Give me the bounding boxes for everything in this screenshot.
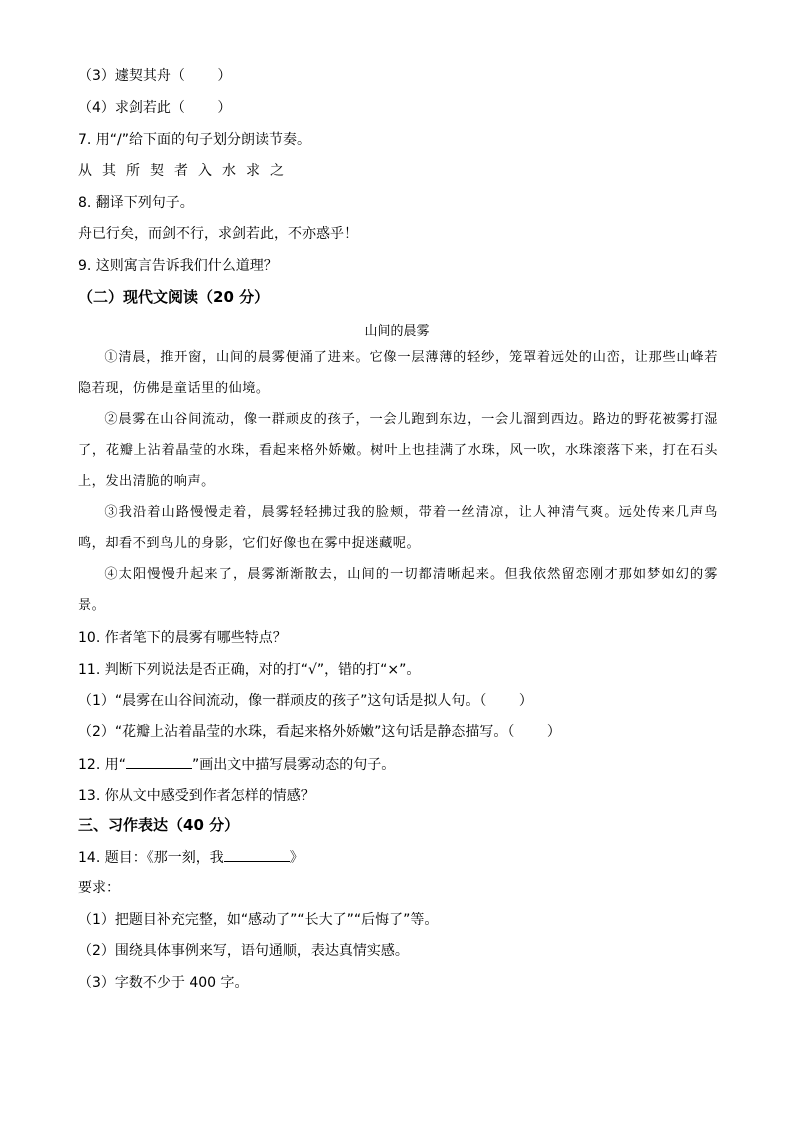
requirement-3: （3）字数不少于 400 字。 xyxy=(78,975,249,991)
article-paragraph-2: ②晨雾在山谷间流动，像一群顽皮的孩子，一会儿跑到东边，一会儿溜到西边。路边的野花被雾打湿了，花瓣上沾着晶莹的水珠，看起来格外娇嫩。树叶上也挂满了水珠，风一吹，水珠滚落下来，打在石头上，发出清脆的响声。 xyxy=(78,412,718,489)
requirement-2: （2）围绕具体事例来写，语句通顺，表达真情实感。 xyxy=(78,943,409,959)
requirement-1: （1）把题目补充完整，如“感动了”“长大了”“后悔了”等。 xyxy=(78,912,439,928)
question-11: 11. 判断下列说法是否正确，对的打“√”，错的打“×”。 xyxy=(78,662,421,678)
question-11-item-2: （2）“花瓣上沾着晶莹的水珠，看起来格外娇嫩”这句话是静态描写。（ ） xyxy=(78,724,561,740)
question-9: 9. 这则寓言告诉我们什么道理？ xyxy=(78,258,278,274)
question-10: 10. 作者笔下的晨雾有哪些特点？ xyxy=(78,630,287,646)
question-6-item-4: （4）求剑若此（ ） xyxy=(78,100,232,116)
question-7-sentence: 从其所契者入水求之 xyxy=(78,163,294,179)
section-3-heading: 三、习作表达（40 分） xyxy=(78,816,240,834)
question-12 xyxy=(78,754,395,775)
question-12-prefix: 12. 用“ xyxy=(78,757,126,773)
question-13: 13. 你从文中感受到作者怎样的情感？ xyxy=(78,788,315,804)
requirements-label: 要求： xyxy=(78,880,120,896)
question-8: 8. 翻译下列句子。 xyxy=(78,195,194,211)
article-paragraph-3: ③我沿着山路慢慢走着，晨雾轻轻拂过我的脸颊，带着一丝清凉，让人神清气爽。远处传来几声鸟鸣，却看不到鸟儿的身影，它们好像也在雾中捉迷藏呢。 xyxy=(78,505,718,551)
question-11-item-1: （1）“晨雾在山谷间流动，像一群顽皮的孩子”这句话是拟人句。（ ） xyxy=(78,693,533,709)
question-8-sentence: 舟已行矣，而剑不行，求剑若此，不亦惑乎！ xyxy=(78,226,358,242)
title-blank xyxy=(224,847,290,862)
section-2-heading: （二）现代文阅读（20 分） xyxy=(78,288,270,306)
article-paragraph-4: ④太阳慢慢升起来了，晨雾渐渐散去，山间的一切都清晰起来。但我依然留恋刚才那如梦如幻的雾景。 xyxy=(78,567,718,613)
article-paragraph-1: ①清晨，推开窗，山间的晨雾便涌了进来。它像一层薄薄的轻纱，笼罩着远处的山峦，让那些山峰若隐若现，仿佛是童话里的仙境。 xyxy=(78,350,718,396)
article-title: 山间的晨雾 xyxy=(364,324,430,339)
question-12-suffix: ”画出文中描写晨雾动态的句子。 xyxy=(191,757,396,773)
question-14-prefix: 14. 题目：《那一刻，我 xyxy=(78,850,224,866)
question-14-suffix: 》 xyxy=(289,850,304,866)
question-14 xyxy=(78,847,304,868)
question-6-item-3: （3）遽契其舟（ ） xyxy=(78,68,232,84)
question-7: 7. 用“/”给下面的句子划分朗读节奏。 xyxy=(78,132,312,148)
underline-blank xyxy=(126,754,192,769)
